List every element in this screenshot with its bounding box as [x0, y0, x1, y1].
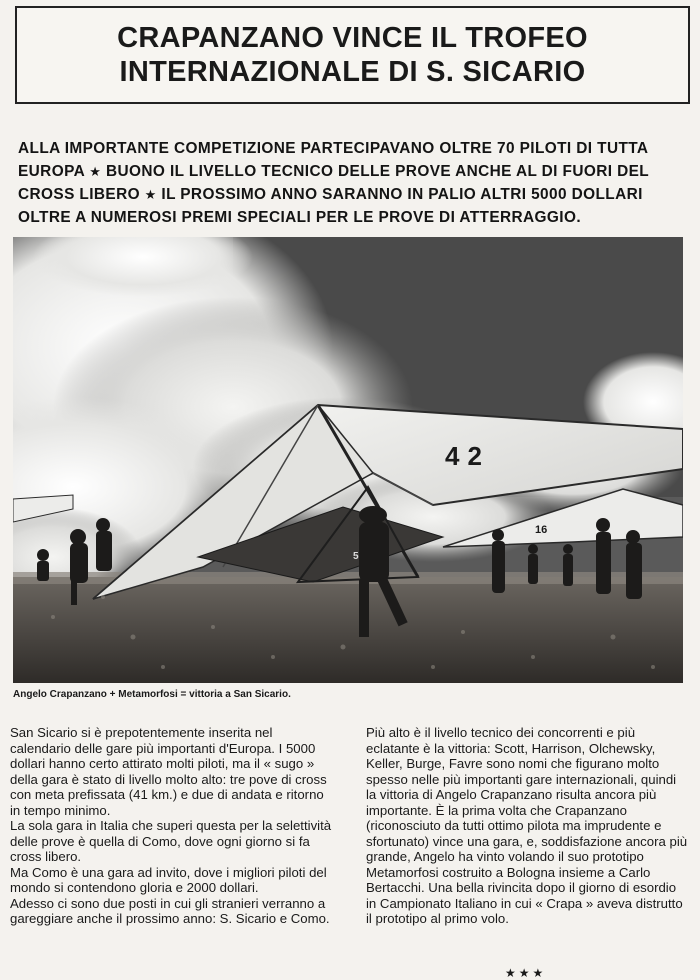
left-paragraph-3: Ma Como è una gara ad invito, dove i migliori piloti del mondo si contendono gloria e 2000 dollari. — [10, 864, 327, 895]
headline-line-2: INTERNAZIONALE DI S. SICARIO — [119, 56, 586, 88]
glider-number-main: 42 — [445, 441, 490, 471]
star-separator-icon: ★ — [89, 164, 102, 179]
left-paragraph-4: Adesso ci sono due posti in cui gli stranieri verranno a gareggiare anche il prossimo anno: S. Sicario e Como. — [10, 895, 330, 926]
star-separator-icon: ★ — [144, 187, 157, 202]
glider-number-right: 16 — [535, 524, 548, 536]
headline-box — [15, 6, 690, 104]
end-stars: ★★★ — [505, 966, 547, 980]
hang-glider-photo — [13, 237, 683, 683]
headline-line-1: CRAPANZANO VINCE IL TROFEO — [117, 22, 588, 54]
right-column — [366, 725, 688, 927]
left-paragraph-1: San Sicario si è prepotentemente inserita nel calendario delle gare più importanti d'Europa. I 5000 dollari hanno certo attirato molti piloti, ma il « sugo » della gara è stato di livello molto alto: tre pove di cross con meta prefissata (41 km.) e due di andata e ritorno in tempo minimo. — [10, 725, 327, 818]
left-column — [10, 725, 332, 927]
glider-number-small: 5 — [353, 551, 359, 562]
left-paragraph-2: La sola gara in Italia che superi questa per la selettività delle prove è quella di Como, dove ogni giorno si fa cross libero. — [10, 818, 332, 864]
lead-part-1: ALLA IMPORTANTE COMPETIZIONE PARTECIPAVANO OLTRE 70 PILOTI DI TUTTA EUROPA — [18, 140, 648, 180]
lead-part-2: BUONO IL LIVELLO TECNICO DELLE PROVE ANCHE AL DI FUORI DEL CROSS LIBERO — [18, 163, 649, 203]
lead-paragraph — [18, 137, 694, 229]
lead-part-3: IL PROSSIMO ANNO SARANNO IN PALIO ALTRI 5000 DOLLARI OLTRE A NUMEROSI PREMI SPECIALI PER LE PROVE DI ATTERRAGGIO. — [18, 186, 643, 226]
right-paragraph-1: Più alto è il livello tecnico dei concorrenti e più eclatante è la vittoria: Scott, Harrison, Olchewsky, Keller, Burge, Favre sono nomi che figurano molto spesso nelle più importanti gare internazionali, quindi la vittoria di Angelo Crapanzano risulta ancora più importante. È la prima volta che Crapanzano (riconosciuto da tutti ottimo pilota ma imprudente e sfortunato) vince una gara, e, soddisfazione ancora più grande, Angelo ha vinto volando il suo prototipo Metamorfosi costruito a Bologna insieme a Carlo Bertacchi. Una bella rivincita dopo il giorno di esordio in Campionato Italiano in cui « Crapa » aveva distrutto il prototipo al primo volo. — [366, 725, 688, 926]
photo-caption: Angelo Crapanzano + Metamorfosi = vittoria a San Sicario. — [13, 689, 291, 700]
